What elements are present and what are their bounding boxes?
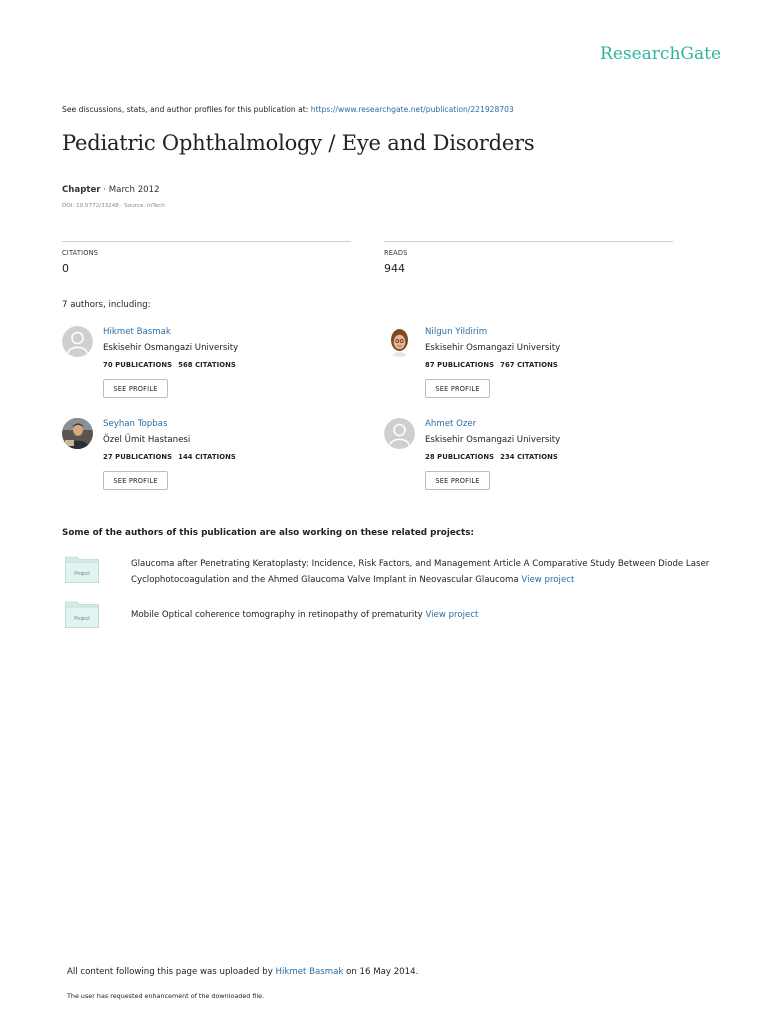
upload-note-suffix: on 16 May 2014.	[343, 967, 419, 977]
citations-label: CITATIONS	[62, 249, 99, 257]
meta-separator: ·	[100, 185, 109, 195]
author-name-link[interactable]: Seyhan Topbas	[103, 419, 168, 429]
doi-source-line: DOI: 10.5772/33248 · Source: InTech	[62, 203, 165, 209]
reads-divider	[384, 241, 673, 242]
citations-divider	[62, 241, 351, 242]
project-title: Glaucoma after Penetrating Keratoplasty: Incidence, Risk Factors, and Management Article A Comparative Study Between Diode Laser Cyclophotocoagulation and the Ahmed Glaucoma Valve Implant in Neovascular Glaucoma	[131, 559, 710, 585]
author-citations-count: 234 CITATIONS	[500, 453, 558, 461]
enhancement-note: The user has requested enhancement of the downloaded file.	[67, 992, 265, 1000]
author-institution: Eskisehir Osmangazi University	[425, 435, 561, 445]
upload-note	[67, 967, 418, 977]
author-counts	[103, 453, 242, 461]
author-photo[interactable]	[384, 326, 415, 357]
publication-url-link[interactable]: https://www.researchgate.net/publication/221928703	[310, 105, 514, 114]
project-folder-icon[interactable]	[65, 600, 99, 628]
publication-title: Pediatric Ophthalmology / Eye and Disorders	[62, 131, 535, 155]
reads-label: READS	[384, 249, 408, 257]
see-profile-button[interactable]: SEE PROFILE	[425, 471, 490, 490]
project-description	[131, 608, 711, 624]
author-institution: Eskisehir Osmangazi University	[103, 343, 239, 353]
author-institution: Eskisehir Osmangazi University	[425, 343, 561, 353]
author-citations-count: 568 CITATIONS	[178, 361, 236, 369]
upload-note-prefix: All content following this page was uploaded by	[67, 967, 276, 977]
author-name-link[interactable]: Nilgun Yildirim	[425, 327, 488, 337]
author-institution: Özel Ümit Hastanesi	[103, 435, 191, 445]
author-citations-count: 144 CITATIONS	[178, 453, 236, 461]
author-name-link[interactable]: Hikmet Basmak	[103, 327, 171, 337]
project-folder-icon[interactable]	[65, 555, 99, 583]
citations-value: 0	[62, 262, 69, 275]
view-project-link[interactable]: View project	[425, 610, 479, 620]
author-publications-count: 27 PUBLICATIONS	[103, 453, 173, 461]
view-project-link[interactable]: View project	[521, 574, 575, 585]
author-counts	[425, 361, 564, 369]
see-profile-button[interactable]: SEE PROFILE	[103, 379, 168, 398]
project-title: Mobile Optical coherence tomography in retinopathy of prematurity	[131, 610, 423, 620]
default-avatar-icon[interactable]	[384, 418, 415, 449]
project-description	[131, 557, 711, 588]
author-photo[interactable]	[62, 418, 93, 449]
reads-value: 944	[384, 262, 405, 275]
see-discussions-text: See discussions, stats, and author profiles for this publication at:	[62, 105, 311, 114]
authors-heading: 7 authors, including:	[62, 300, 151, 310]
author-citations-count: 767 CITATIONS	[500, 361, 558, 369]
author-publications-count: 87 PUBLICATIONS	[425, 361, 495, 369]
author-counts	[103, 361, 242, 369]
author-counts	[425, 453, 564, 461]
uploader-link[interactable]: Hikmet Basmak	[275, 967, 344, 977]
publication-meta	[62, 185, 160, 195]
project-icon-label: Project	[74, 571, 90, 577]
related-projects-heading: Some of the authors of this publication are also working on these related projects:	[62, 528, 474, 538]
see-discussions-line	[62, 105, 514, 114]
author-publications-count: 70 PUBLICATIONS	[103, 361, 173, 369]
see-profile-button[interactable]: SEE PROFILE	[425, 379, 490, 398]
project-icon-label: Project	[74, 616, 90, 622]
author-publications-count: 28 PUBLICATIONS	[425, 453, 495, 461]
author-name-link[interactable]: Ahmet Ozer	[425, 419, 477, 429]
researchgate-logo[interactable]: ResearchGate	[600, 44, 721, 64]
publication-date: March 2012	[108, 185, 160, 195]
default-avatar-icon[interactable]	[62, 326, 93, 357]
publication-type: Chapter	[62, 185, 101, 195]
see-profile-button[interactable]: SEE PROFILE	[103, 471, 168, 490]
